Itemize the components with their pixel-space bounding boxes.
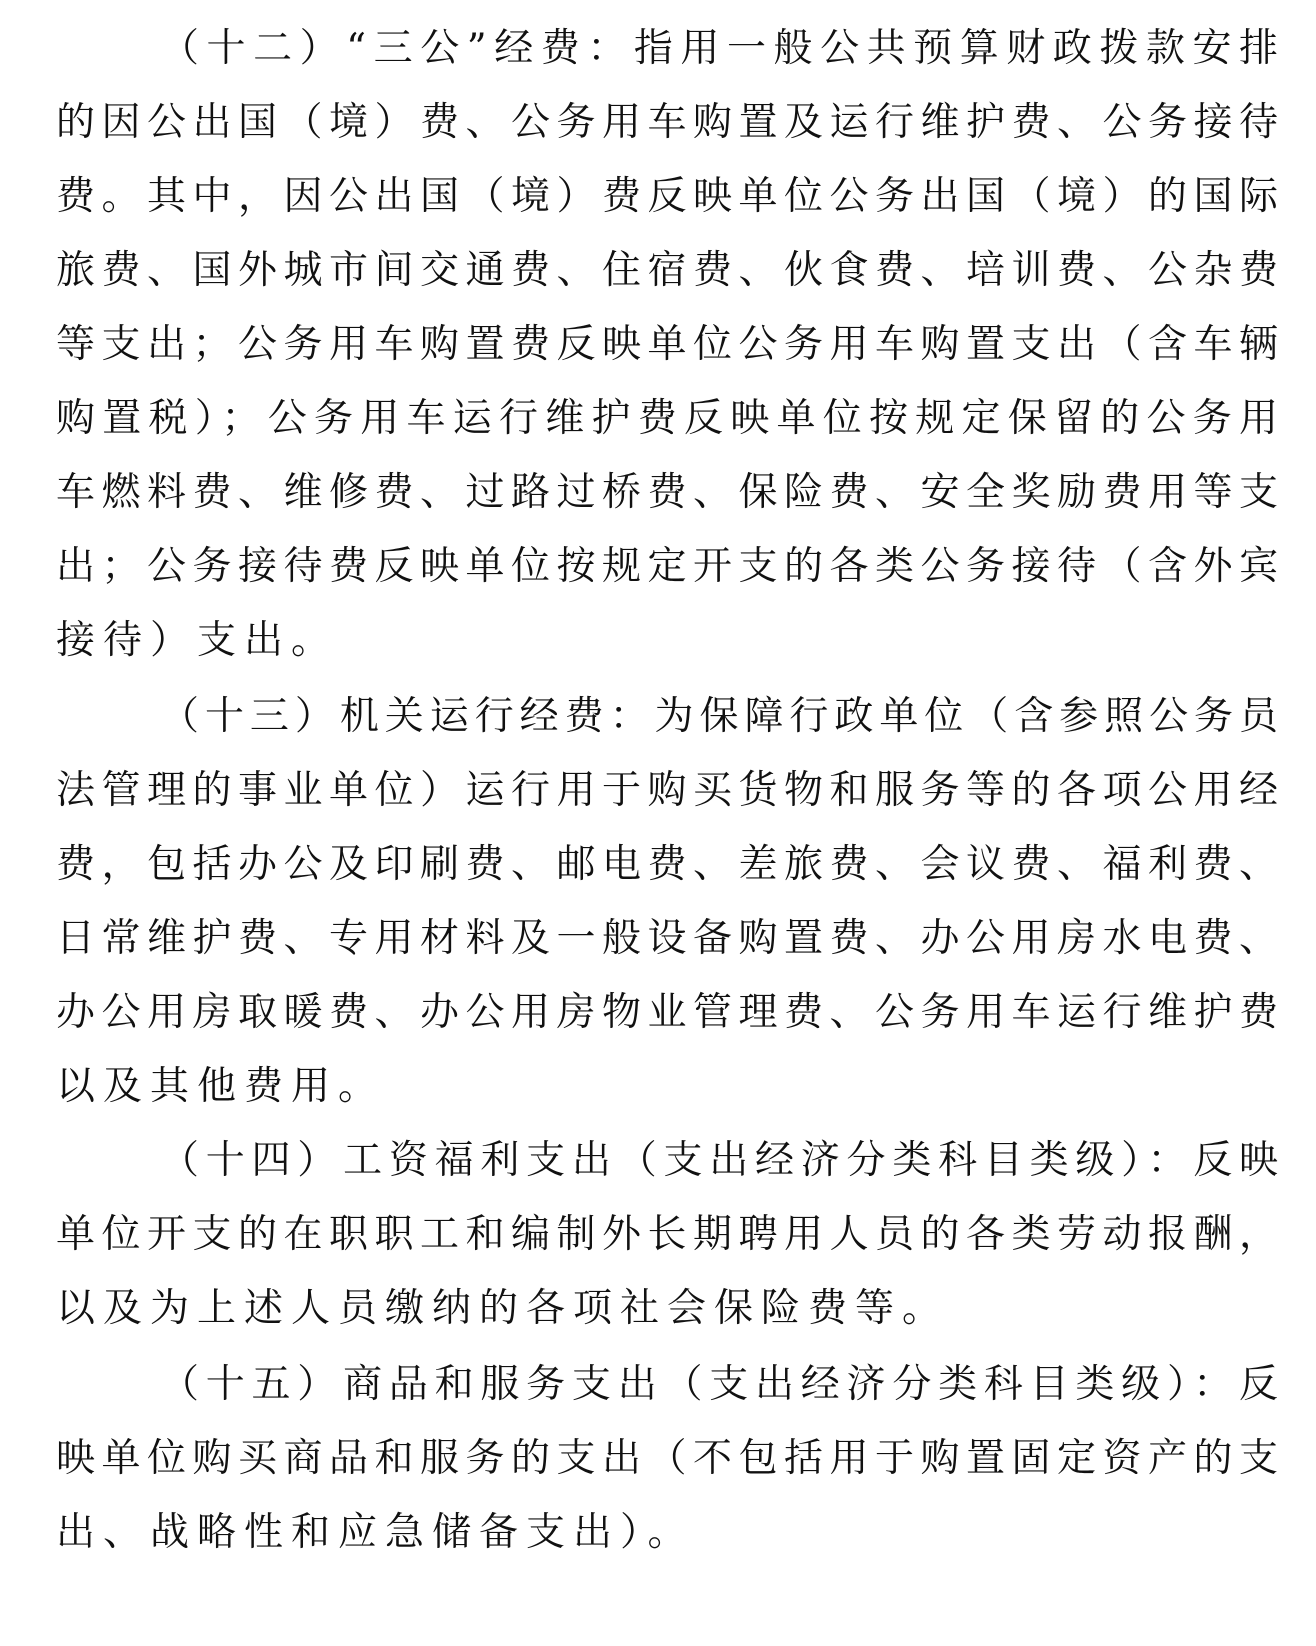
paragraph-12-line-7: 车燃料费、维修费、过路过桥费、保险费、安全奖励费用等支 — [56, 470, 1278, 515]
paragraph-12-line-6: 购置税）；公务用车运行维护费反映单位按规定保留的公务用 — [56, 396, 1278, 441]
paragraph-15-line-2: 映单位购买商品和服务的支出（不包括用于购置固定资产的支 — [56, 1436, 1278, 1481]
paragraph-12-line-1: （十二）“三公”经费：指用一般公共预算财政拨款安排 — [160, 26, 1278, 71]
paragraph-13-line-1: （十三）机关运行经费：为保障行政单位（含参照公务员 — [160, 694, 1278, 739]
paragraph-13-line-6: 以及其他费用。 — [56, 1064, 386, 1109]
paragraph-14-line-3: 以及为上述人员缴纳的各项社会保险费等。 — [56, 1286, 950, 1331]
paragraph-14-line-1: （十四）工资福利支出（支出经济分类科目类级）：反映 — [160, 1138, 1278, 1183]
paragraph-12-line-5: 等支出；公务用车购置费反映单位公务用车购置支出（含车辆 — [56, 322, 1278, 367]
paragraph-12-line-3: 费。其中，因公出国（境）费反映单位公务出国（境）的国际 — [56, 174, 1278, 219]
paragraph-15-line-3: 出、战略性和应急储备支出）。 — [56, 1510, 695, 1555]
paragraph-12-line-4: 旅费、国外城市间交通费、住宿费、伙食费、培训费、公杂费 — [56, 248, 1278, 293]
paragraph-13-line-4: 日常维护费、专用材料及一般设备购置费、办公用房水电费、 — [56, 916, 1278, 961]
paragraph-14-line-2: 单位开支的在职职工和编制外长期聘用人员的各类劳动报酬， — [56, 1212, 1278, 1257]
paragraph-12-line-9: 接待）支出。 — [56, 618, 339, 663]
paragraph-13-line-3: 费，包括办公及印刷费、邮电费、差旅费、会议费、福利费、 — [56, 842, 1278, 887]
paragraph-13-line-5: 办公用房取暖费、办公用房物业管理费、公务用车运行维护费 — [56, 990, 1278, 1035]
paragraph-12-line-8: 出；公务接待费反映单位按规定开支的各类公务接待（含外宾 — [56, 544, 1278, 589]
paragraph-13-line-2: 法管理的事业单位）运行用于购买货物和服务等的各项公用经 — [56, 768, 1278, 813]
paragraph-15-line-1: （十五）商品和服务支出（支出经济分类科目类级）：反 — [160, 1362, 1278, 1407]
paragraph-12-line-2: 的因公出国（境）费、公务用车购置及运行维护费、公务接待 — [56, 100, 1278, 145]
